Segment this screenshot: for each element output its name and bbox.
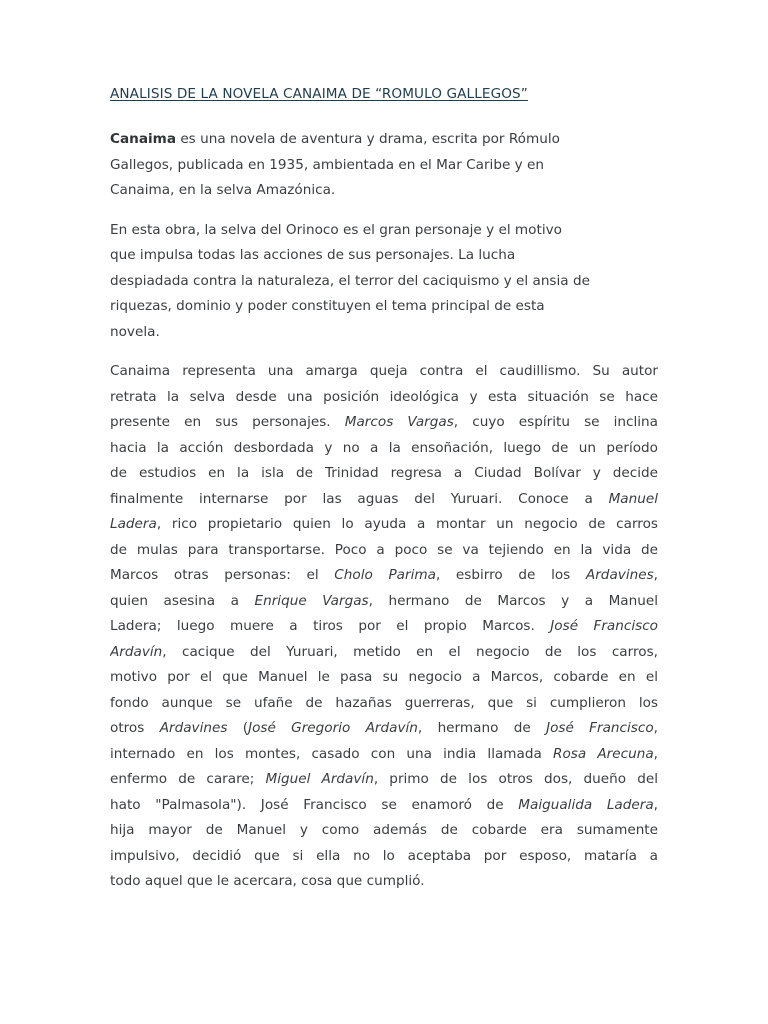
italic-text: Enrique Vargas (254, 592, 369, 609)
text-span: Marcos otras personas: el (110, 567, 335, 583)
paragraph (110, 218, 658, 346)
text-line (110, 153, 658, 179)
text-span: , esbirro de los (435, 567, 586, 583)
text-line (110, 614, 658, 640)
text-line (110, 487, 658, 513)
text-span: motivo por el que Manuel le pasa su negocio a Marcos, cobarde en el (110, 669, 658, 685)
italic-text: Ardavines (159, 720, 228, 736)
text-span: , (653, 796, 658, 813)
text-line (110, 818, 658, 844)
text-span: fondo aunque se ufañe de hazañas guerreras, que si cumplieron los (110, 694, 658, 711)
text-span: otros (110, 720, 160, 736)
italic-text: Rosa Arecuna (553, 745, 654, 762)
text-line (110, 127, 658, 153)
text-line (110, 767, 658, 793)
text-span: internado en los montes, casado con una india llamada (110, 745, 554, 762)
text-line (110, 218, 658, 244)
text-line (110, 320, 658, 346)
italic-text: Ardavines (585, 567, 654, 583)
text-span: finalmente internarse por las aguas del Yuruari. Conoce a (110, 490, 609, 507)
italic-text: Manuel (608, 490, 658, 507)
text-line (110, 178, 658, 204)
text-line (110, 742, 658, 768)
document-title: ANALISIS DE LA NOVELA CANAIMA DE “ROMULO GALLEGOS” (110, 86, 528, 102)
text-span: , (653, 567, 658, 583)
italic-text: José Gregorio Ardavín (248, 720, 418, 736)
text-line (110, 793, 658, 819)
italic-text: Cholo Parima (334, 567, 436, 583)
text-line (110, 243, 658, 269)
document-page (110, 84, 658, 909)
text-span: Canaima representa una amarga queja contra el caudillismo. Su autor (110, 363, 658, 379)
text-span: Canaima, en la selva Amazónica. (110, 182, 336, 198)
text-span: Ladera; luego muere a tiros por el propio Marcos. (110, 618, 551, 634)
italic-text: Miguel Ardavín (265, 771, 374, 787)
text-span: que impulsa todas las acciones de sus personajes. La lucha (110, 247, 516, 263)
italic-text: José Francisco (546, 720, 654, 736)
text-line (110, 269, 658, 295)
text-span: quien asesina a (110, 592, 255, 609)
text-line (110, 538, 658, 564)
text-span: , hermano de Marcos y a Manuel (368, 592, 658, 609)
text-span: de estudios en la isla de Trinidad regresa a Ciudad Bolívar y decide (110, 465, 658, 481)
paragraph (110, 127, 658, 204)
text-span: , rico propietario quien lo ayuda a montar un negocio de carros (156, 516, 658, 532)
text-line (110, 385, 658, 411)
text-line (110, 589, 658, 615)
text-span: , cacique del Yuruari, metido en el negocio de los carros, (162, 643, 658, 660)
text-span: , primo de los otros dos, dueño del (373, 771, 658, 787)
text-line (110, 410, 658, 436)
document-body (110, 127, 658, 895)
text-line (110, 691, 658, 717)
text-span: retrata la selva desde una posición ideológica y esta situación se hace (110, 388, 658, 405)
text-span: hacia la acción desbordada y no a la ensoñación, luego de un período (110, 439, 658, 456)
text-line (110, 461, 658, 487)
italic-text: Ladera (110, 516, 157, 532)
bold-text: Canaima (110, 131, 176, 147)
text-span: , (653, 720, 658, 736)
text-span: riquezas, dominio y poder constituyen el tema principal de esta (110, 298, 545, 314)
text-span: Gallegos, publicada en 1935, ambientada en el Mar Caribe y en (110, 156, 544, 173)
text-span: impulsivo, decidió que si ella no lo aceptaba por esposo, mataría a (110, 847, 658, 864)
text-span: , (653, 745, 658, 762)
text-line (110, 436, 658, 462)
text-line (110, 512, 658, 538)
text-span: hato "Palmasola"). José Francisco se enamoró de (110, 796, 519, 813)
text-span: de mulas para transportarse. Poco a poco se va tejiendo en la vida de (110, 541, 658, 558)
text-span: novela. (110, 323, 160, 340)
text-line (110, 844, 658, 870)
text-line (110, 716, 658, 742)
text-line (110, 294, 658, 320)
text-line (110, 869, 658, 895)
text-span: En esta obra, la selva del Orinoco es el gran personaje y el motivo (110, 221, 562, 238)
text-line (110, 665, 658, 691)
text-span: , cuyo espíritu se inclina (453, 414, 658, 430)
text-span: es una novela de aventura y drama, escrita por Rómulo (176, 131, 560, 147)
text-span: ( (227, 720, 249, 736)
text-span: despiadada contra la naturaleza, el terror del caciquismo y el ansia de (110, 272, 590, 289)
text-line (110, 563, 658, 589)
paragraph (110, 359, 658, 895)
italic-text: Maigualida Ladera (518, 796, 654, 813)
text-line (110, 359, 658, 385)
text-span: hija mayor de Manuel y como además de cobarde era sumamente (110, 822, 658, 838)
text-span: presente en sus personajes. (110, 414, 345, 430)
text-span: todo aquel que le acercara, cosa que cumplió. (110, 873, 425, 889)
text-span: enfermo de carare; (110, 771, 266, 787)
text-line (110, 640, 658, 666)
text-span: , hermano de (417, 720, 547, 736)
italic-text: Ardavín (110, 643, 163, 660)
italic-text: Marcos Vargas (344, 414, 454, 430)
italic-text: José Francisco (550, 618, 658, 634)
